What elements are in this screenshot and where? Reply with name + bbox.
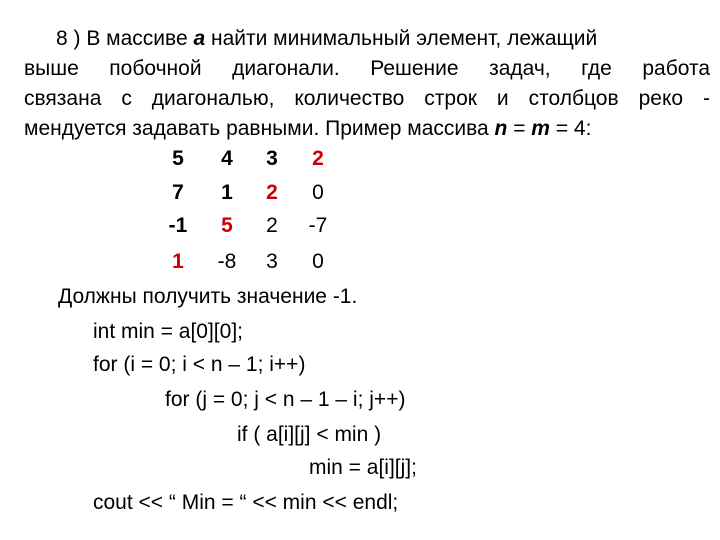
array-name: а bbox=[193, 27, 206, 50]
matrix-cell-r1-c3: 3 bbox=[266, 147, 278, 170]
task-line-4-prefix: мендуется задавать равными. Пример массива bbox=[24, 117, 495, 140]
matrix-cell-r2-c1: 7 bbox=[172, 181, 184, 204]
code-line-3: for (j = 0; j < n – 1 – i; j++) bbox=[165, 388, 406, 411]
task-line-3: связана с диагональю, количество строк и столбцов реко - bbox=[24, 87, 710, 110]
matrix-cell-r1-c1: 5 bbox=[172, 147, 184, 170]
task-line-1 bbox=[56, 24, 597, 54]
matrix-cell-r3-c2: 5 bbox=[221, 214, 233, 237]
result-line: Должны получить значение -1. bbox=[58, 285, 358, 308]
code-line-6: cout << “ Min = “ << min << endl; bbox=[93, 491, 399, 514]
task-line-1-suffix: найти минимальный элемент, лежащий bbox=[205, 27, 598, 50]
matrix-cell-r3-c1: -1 bbox=[168, 214, 188, 237]
matrix-cell-r4-c3: 3 bbox=[266, 250, 278, 273]
n-variable: n bbox=[494, 117, 508, 140]
code-line-5: min = a[i][j]; bbox=[309, 456, 417, 479]
matrix-cell-r2-c2: 1 bbox=[221, 181, 233, 204]
matrix-cell-r2-c4: 0 bbox=[312, 181, 324, 204]
matrix-cell-r3-c3: 2 bbox=[266, 214, 278, 237]
matrix-cell-r1-c2: 4 bbox=[221, 147, 233, 170]
code-line-4: if ( a[i][j] < min ) bbox=[237, 423, 382, 446]
equals-sign: = bbox=[507, 117, 532, 140]
m-variable: m bbox=[531, 117, 550, 140]
task-line-1-prefix: 8 ) В массиве bbox=[56, 27, 194, 50]
matrix-cell-r4-c2: -8 bbox=[217, 250, 237, 273]
matrix-cell-r4-c4: 0 bbox=[312, 250, 324, 273]
matrix-cell-r2-c3: 2 bbox=[266, 181, 278, 204]
task-line-2: выше побочной диагонали. Решение задач, где работа bbox=[24, 57, 710, 80]
matrix-cell-r1-c4: 2 bbox=[312, 147, 324, 170]
task-line-4 bbox=[24, 114, 591, 144]
matrix-cell-r3-c4: -7 bbox=[308, 214, 328, 237]
code-line-1: int min = a[0][0]; bbox=[93, 320, 243, 343]
code-line-2: for (i = 0; i < n – 1; i++) bbox=[93, 353, 306, 376]
matrix-cell-r4-c1: 1 bbox=[172, 250, 184, 273]
equals-value: = 4: bbox=[549, 117, 592, 140]
